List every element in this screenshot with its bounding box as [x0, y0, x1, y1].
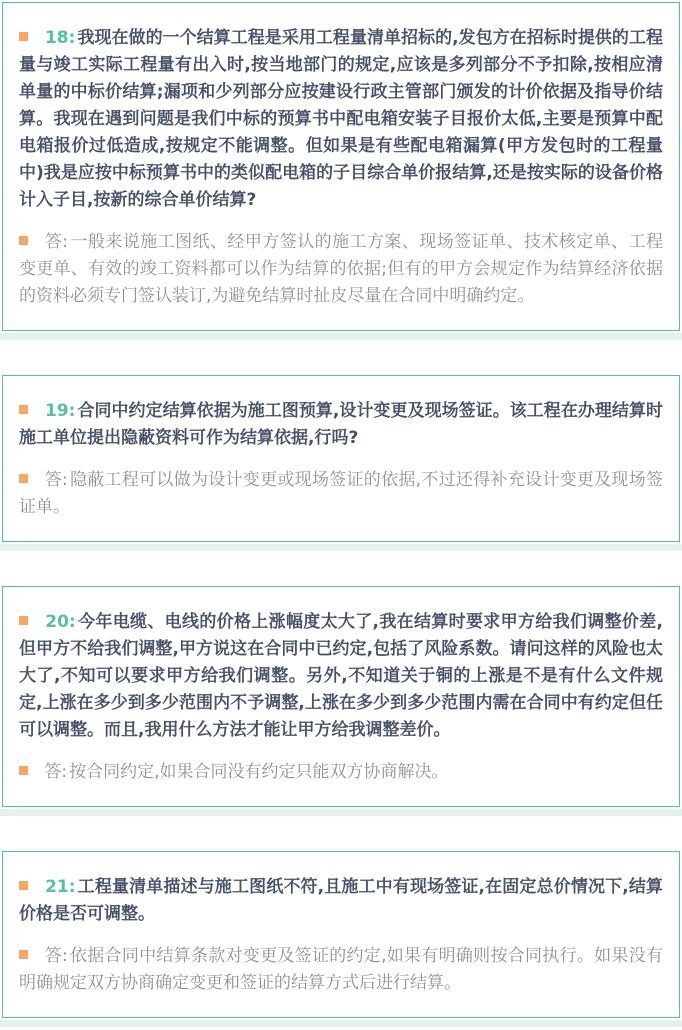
answer-paragraph	[19, 229, 663, 310]
question-text: 合同中约定结算依据为施工图预算,设计变更及现场签证。该工程在办理结算时施工单位提出隐蔽资料可作为结算依据,行吗?	[19, 401, 663, 448]
bullet-square-icon	[19, 881, 28, 890]
question-paragraph	[19, 398, 663, 452]
bullet-square-icon	[19, 236, 28, 245]
answer-label: 答:	[44, 946, 68, 966]
answer-label: 答:	[44, 762, 68, 782]
qa-card-18	[2, 2, 680, 331]
qa-card-20	[2, 586, 680, 807]
answer-text: 隐蔽工程可以做为设计变更或现场签证的依据,不过还得补充设计变更及现场签证单。	[19, 470, 663, 517]
answer-label: 答:	[44, 232, 69, 252]
answer-paragraph	[19, 943, 663, 997]
qa-card-19	[2, 375, 680, 542]
bullet-square-icon	[19, 766, 28, 775]
question-number: 18:	[44, 28, 76, 48]
question-number: 21:	[45, 877, 76, 897]
answer-text: 按合同约定,如果合同没有约定只能双方协商解决。	[69, 762, 449, 782]
qa-card-21	[2, 851, 680, 1018]
answer-paragraph	[19, 759, 663, 786]
question-paragraph	[19, 874, 663, 928]
bullet-square-icon	[19, 616, 28, 625]
question-number: 20:	[45, 612, 76, 632]
answer-text: 一般来说施工图纸、经甲方签认的施工方案、现场签证单、技术核定单、工程变更单、有效的竣工资料都可以作为结算的依据;但有的甲方会规定作为结算经济依据的资料必须专门签认装订,为避免结算时扯皮尽量在合同中明确约定。	[19, 232, 664, 306]
answer-label: 答:	[44, 470, 68, 490]
question-text: 工程量清单描述与施工图纸不符,且施工中有现场签证,在固定总价情况下,结算价格是否可调整。	[19, 877, 663, 924]
answer-text: 依据合同中结算条款对变更及签证的约定,如果有明确则按合同执行。如果没有明确规定双方协商确定变更和签证的结算方式后进行结算。	[19, 946, 663, 993]
question-text: 今年电缆、电线的价格上涨幅度太大了,我在结算时要求甲方给我们调整价差,但甲方不给我们调整,甲方说这在合同中已约定,包括了风险系数。请问这样的风险也太大了,不知可以要求甲方给我们调整。另外,不知道关于铜的上涨是不是有什么文件规定,上涨在多少到多少范围内不予调整,上涨在多少到多少范围内需在合同中有约定但任可以调整。而且,我用什么方法才能让甲方给我调整差价。	[19, 612, 663, 740]
question-number: 19:	[44, 401, 76, 421]
bullet-square-icon	[19, 474, 28, 483]
bullet-square-icon	[19, 950, 28, 959]
bullet-square-icon	[19, 405, 28, 414]
question-text: 我现在做的一个结算工程是采用工程量清单招标的,发包方在招标时提供的工程量与竣工实际工程量有出入时,按当地部门的规定,应该是多列部分不予扣除,按相应清单量的中标价结算;漏项和少列部分应按建设行政主管部门颁发的计价依据及指导价结算。我现在遇到问题是我们中标的预算书中配电箱安装子目报价太低,主要是预算中配电箱报价过低造成,按规定不能调整。但如果是有些配电箱漏算(甲方发包时的工程量中)我是应按中标预算书中的类似配电箱的子目综合单价报结算,还是按实际的设备价格计入子目,按新的综合单价结算?	[19, 28, 663, 210]
question-paragraph	[19, 609, 663, 744]
bullet-square-icon	[19, 32, 28, 41]
question-paragraph	[19, 25, 663, 214]
answer-paragraph	[19, 467, 663, 521]
